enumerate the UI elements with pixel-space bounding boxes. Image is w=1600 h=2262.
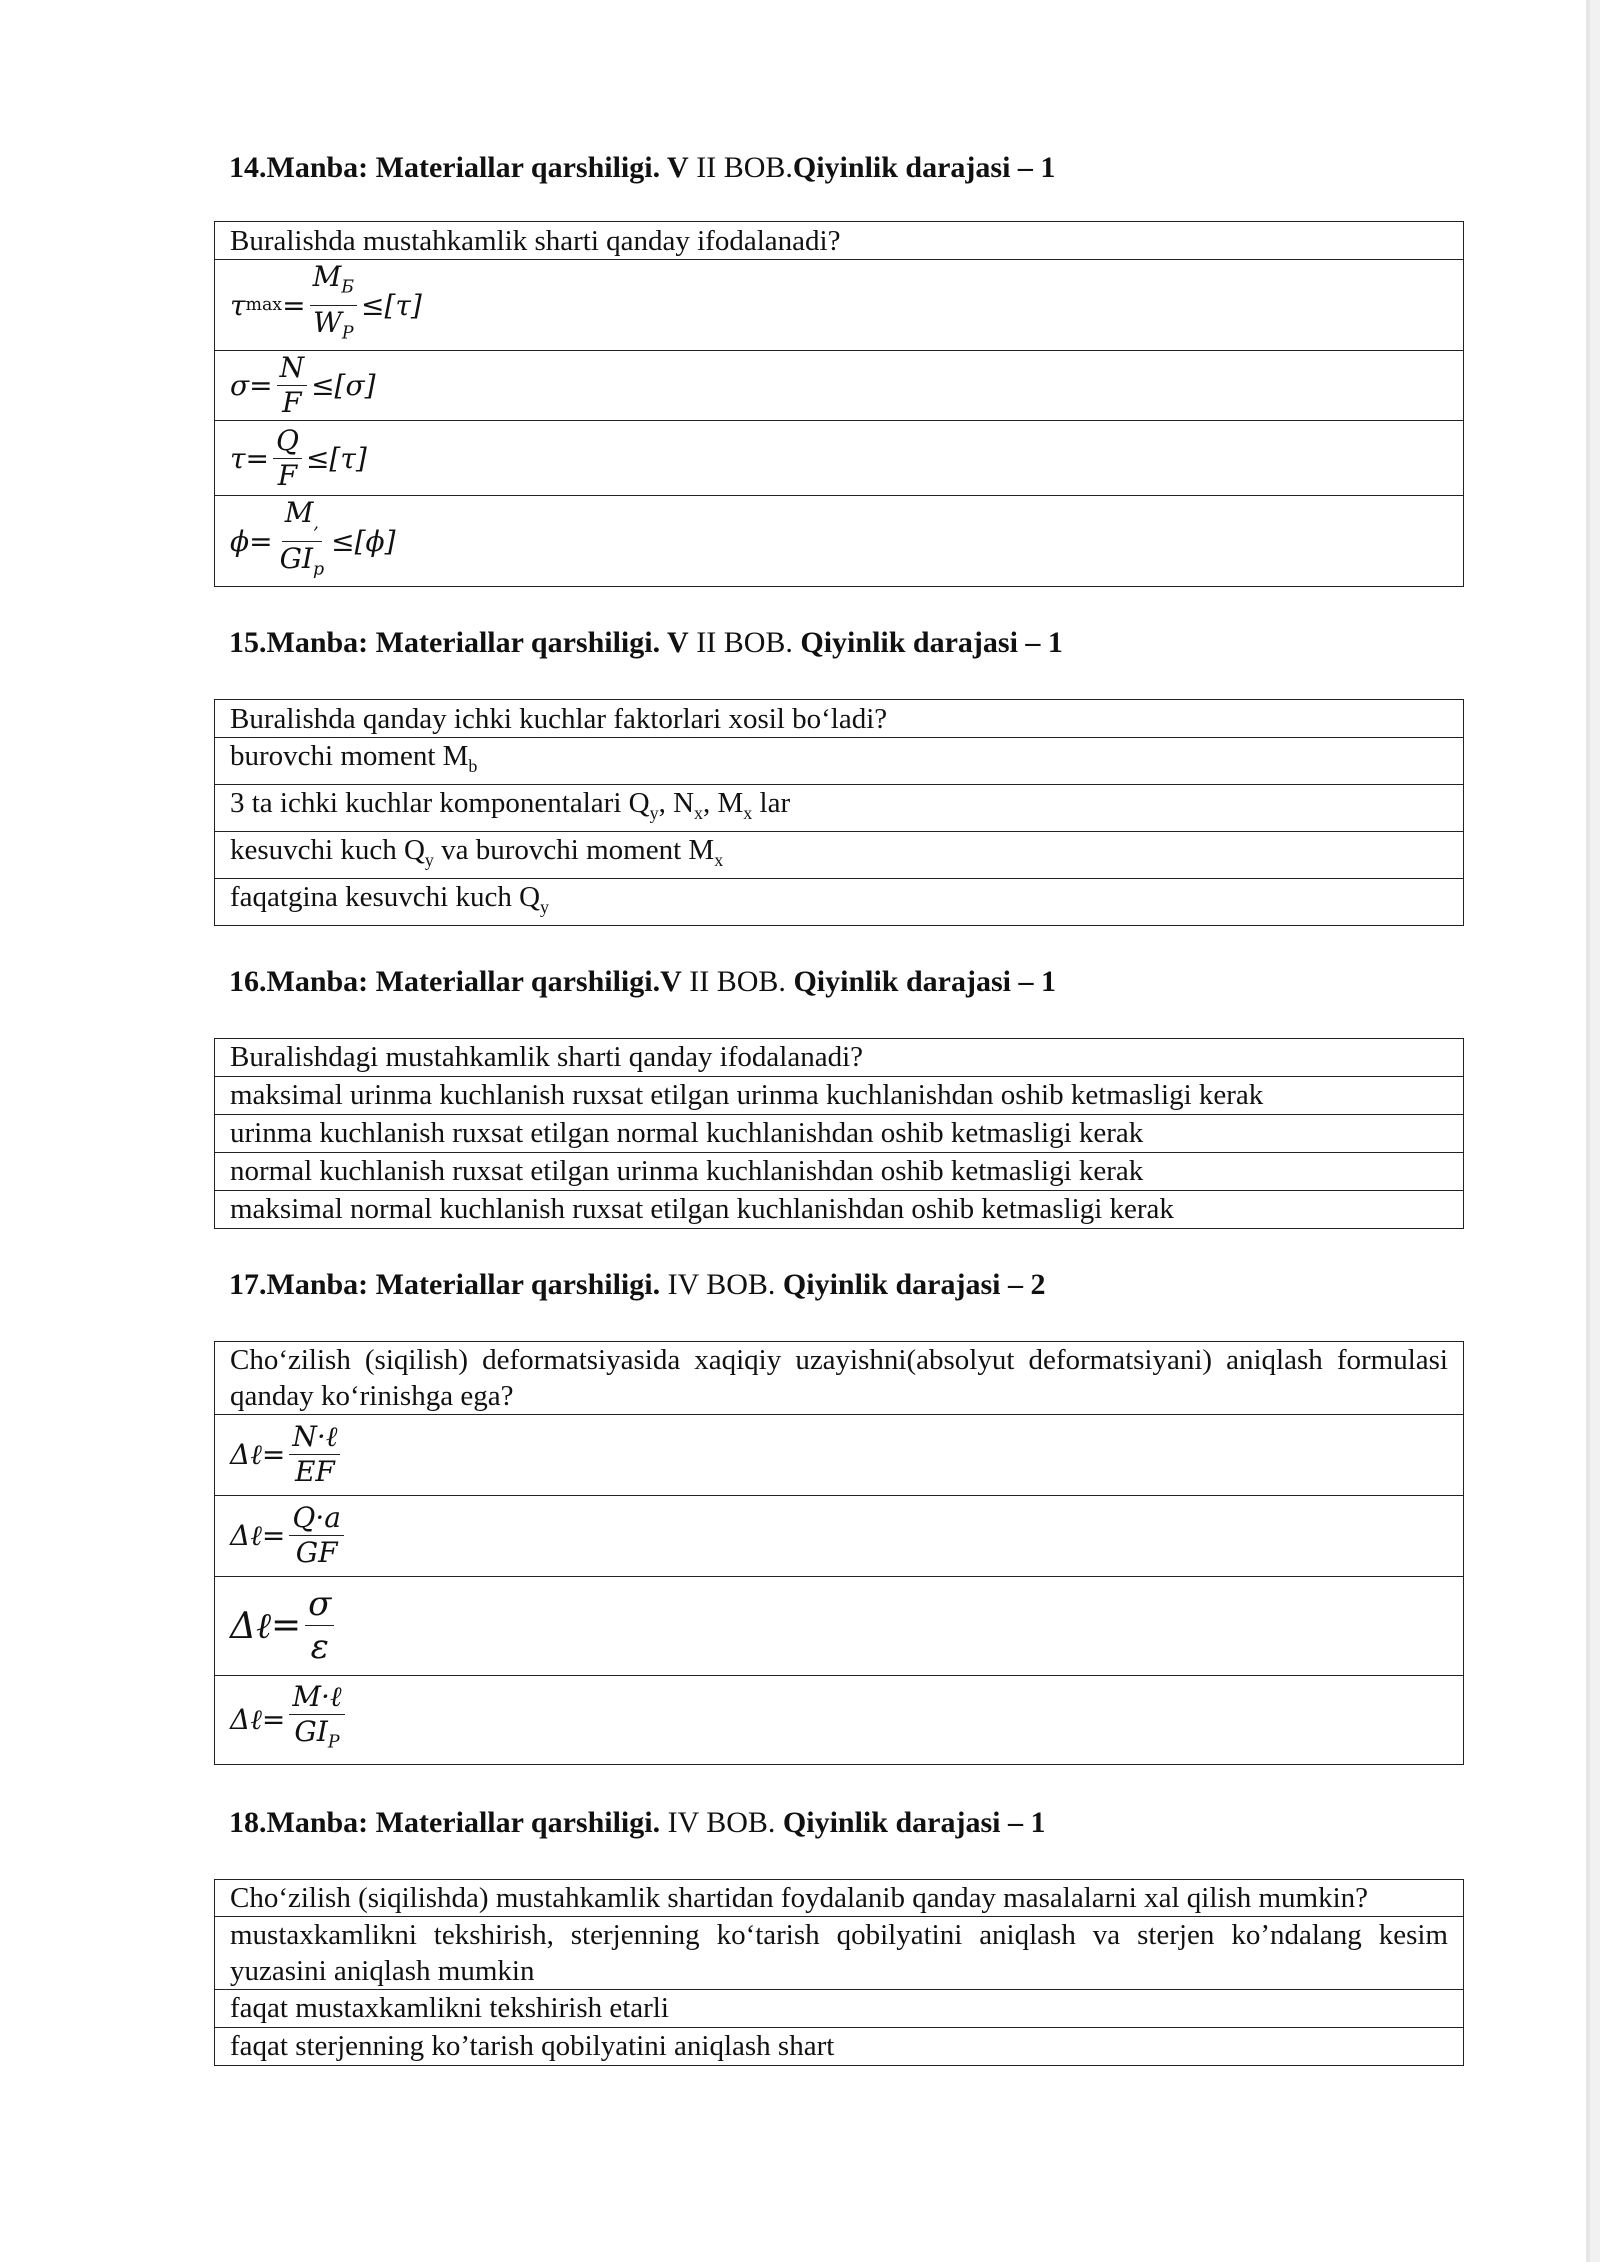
source-label: Manba: Materiallar qarshiligi. V: [266, 626, 689, 660]
formula-rhs: ≤[σ]: [311, 369, 376, 403]
question-number: 16.: [229, 964, 267, 998]
page-edge: [1590, 0, 1600, 2262]
question-17-table: [214, 1341, 1464, 1765]
fraction-denominator: F: [282, 386, 302, 420]
answer-option[interactable]: [215, 1576, 1464, 1675]
question-18-table: [214, 1879, 1464, 2066]
source-label: Manba: Materiallar qarshiligi. V: [266, 151, 689, 184]
formula-lhs: τ: [230, 288, 246, 322]
formula-lhs: Δℓ: [230, 1437, 262, 1471]
answer-option[interactable]: mustaxkamlikni tekshirish, sterjenning ko‘tarish qobilyatini aniqlash va sterjen ko’ndalang kesim yuzasini aniqlash mumkin: [215, 1916, 1464, 1989]
formula-rhs: ≤[τ]: [305, 441, 367, 475]
fraction-denominator: F: [277, 458, 298, 492]
answer-option[interactable]: kesuvchi kuch $Q_y$ va burovchi moment $M_x$: [215, 831, 1464, 878]
chapter-label: IV BOB.: [660, 1805, 783, 1839]
answer-option[interactable]: faqat mustaxkamlikni tekshirish etarli: [215, 1989, 1464, 2027]
equals-sign: =: [249, 524, 273, 558]
fraction-numerator: Q: [273, 424, 302, 459]
equals-sign: =: [282, 288, 306, 322]
answer-option[interactable]: [215, 1495, 1464, 1576]
answer-option[interactable]: faqatgina kesuvchi kuch $Q_y$: [215, 878, 1464, 925]
equals-sign: =: [271, 1605, 302, 1647]
equals-sign: =: [245, 441, 269, 475]
formula: [230, 1583, 338, 1668]
question-number: 17.: [229, 1267, 267, 1301]
question-text: Buralishdagi mustahkamlik sharti qanday ifodalanadi?: [215, 1038, 1464, 1076]
answer-option[interactable]: burovchi moment $M_b$: [215, 738, 1464, 785]
answer-option[interactable]: [215, 496, 1464, 587]
formula-lhs: Δℓ: [230, 1702, 262, 1736]
question-18-heading: [229, 1805, 1464, 1841]
formula-lhs: ϕ: [230, 524, 250, 558]
source-label: Manba: Materiallar qarshiligi.: [266, 1805, 661, 1839]
question-text: Buralishda qanday ichki kuchlar faktorlari xosil bo‘ladi?: [215, 700, 1464, 738]
fraction-numerator: N·ℓ: [289, 1420, 340, 1455]
answer-option[interactable]: [215, 1414, 1464, 1495]
fraction-numerator: N: [277, 351, 308, 386]
formula: [230, 1420, 344, 1489]
fraction: [277, 496, 328, 586]
answer-option[interactable]: maksimal urinma kuchlanish ruxsat etilgan urinma kuchlanishdan oshib ketmasligi kerak: [215, 1076, 1464, 1114]
equals-sign: =: [261, 1519, 286, 1553]
fraction-numerator: σ: [305, 1583, 334, 1626]
chapter-label: II BOB.: [681, 964, 794, 998]
fraction: [289, 1501, 344, 1570]
fraction: [289, 1420, 340, 1489]
question-text: Buralishda mustahkamlik sharti qanday ifodalanadi?: [215, 222, 1464, 260]
formula: [230, 496, 396, 586]
fraction-denominator: $GI_P$: [294, 1714, 340, 1753]
answer-option[interactable]: maksimal normal kuchlanish ruxsat etilgan kuchlanishdan oshib ketmasligi kerak: [215, 1190, 1464, 1228]
fraction: [310, 260, 357, 350]
question-text: Cho‘zilish (siqilish) deformatsiyasida xaqiqiy uzayishni(absolyut deformatsiyani) aniqlash formulasi qanday ko‘rinishga ega?: [215, 1341, 1464, 1414]
difficulty-label: Qiyinlik darajasi – 1: [800, 626, 1063, 660]
fraction-denominator: ε: [310, 1627, 329, 1668]
fraction-numerator: M·ℓ: [289, 1680, 344, 1715]
equals-sign: =: [261, 1703, 286, 1737]
answer-option[interactable]: [215, 351, 1464, 421]
equals-sign: =: [249, 369, 273, 403]
question-text: Cho‘zilish (siqilishda) mustahkamlik shartidan foydalanib qanday masalalarni xal qilish mumkin?: [215, 1879, 1464, 1916]
chapter-label: IV BOB.: [660, 1267, 783, 1301]
fraction-numerator: Q·a: [289, 1501, 344, 1536]
answer-option[interactable]: urinma kuchlanish ruxsat etilgan normal kuchlanishdan oshib ketmasligi kerak: [215, 1114, 1464, 1152]
answer-option[interactable]: normal kuchlanish ruxsat etilgan urinma kuchlanishdan oshib ketmasligi kerak: [215, 1152, 1464, 1190]
formula: [230, 424, 367, 493]
formula: [230, 1680, 349, 1760]
formula-lhs: τ: [230, 441, 246, 475]
question-14-table: [214, 221, 1464, 587]
difficulty-label: Qiyinlik darajasi – 1: [793, 964, 1056, 998]
question-16-heading: [229, 964, 1464, 1000]
fraction-numerator: $M_,$: [282, 496, 322, 542]
question-number: 18.: [229, 1805, 267, 1839]
formula-lhs: σ: [230, 369, 250, 403]
formula-lhs-sub: max: [245, 295, 283, 316]
fraction-denominator: GF: [295, 1536, 338, 1570]
answer-option[interactable]: 3 ta ichki kuchlar komponentalari $Q_y$, $N_x$, $M_x$ lar: [215, 785, 1464, 832]
formula: [230, 1501, 348, 1570]
question-17-heading: [229, 1267, 1464, 1303]
question-14-heading: [229, 150, 1464, 186]
formula-rhs: ≤[ϕ]: [331, 524, 396, 558]
fraction-denominator: $GI_p$: [279, 541, 325, 580]
fraction: [305, 1583, 334, 1668]
fraction-numerator: $M_Б$: [310, 260, 357, 306]
fraction-denominator: $W_P$: [313, 305, 354, 344]
document-content: [214, 150, 1464, 2066]
fraction-denominator: EF: [294, 1455, 335, 1489]
question-15-table: [214, 699, 1464, 925]
fraction: [273, 424, 302, 493]
question-number: 14.: [229, 151, 267, 184]
difficulty-label: Qiyinlik darajasi – 1: [792, 151, 1056, 184]
formula-lhs: Δℓ: [230, 1518, 262, 1552]
question-15-heading: [229, 625, 1464, 661]
source-label: Manba: Materiallar qarshiligi.V: [266, 964, 682, 998]
answer-option[interactable]: [215, 421, 1464, 496]
difficulty-label: Qiyinlik darajasi – 1: [782, 1805, 1046, 1839]
formula: [230, 260, 422, 350]
formula-rhs: ≤[τ]: [361, 288, 422, 322]
question-16-table: [214, 1038, 1464, 1229]
answer-option[interactable]: [215, 260, 1464, 351]
difficulty-label: Qiyinlik darajasi – 2: [782, 1267, 1046, 1301]
fraction: [289, 1680, 344, 1760]
formula-lhs: Δℓ: [230, 1605, 271, 1647]
answer-option[interactable]: [215, 1675, 1464, 1764]
source-label: Manba: Materiallar qarshiligi.: [266, 1267, 661, 1301]
answer-option[interactable]: faqat sterjenning ko’tarish qobilyatini aniqlash shart: [215, 2027, 1464, 2065]
fraction: [277, 351, 308, 420]
formula: [230, 351, 376, 420]
question-number: 15.: [229, 626, 267, 660]
chapter-label: II BOB.: [688, 626, 801, 660]
chapter-label: II BOB.: [688, 151, 793, 184]
equals-sign: =: [261, 1438, 286, 1472]
